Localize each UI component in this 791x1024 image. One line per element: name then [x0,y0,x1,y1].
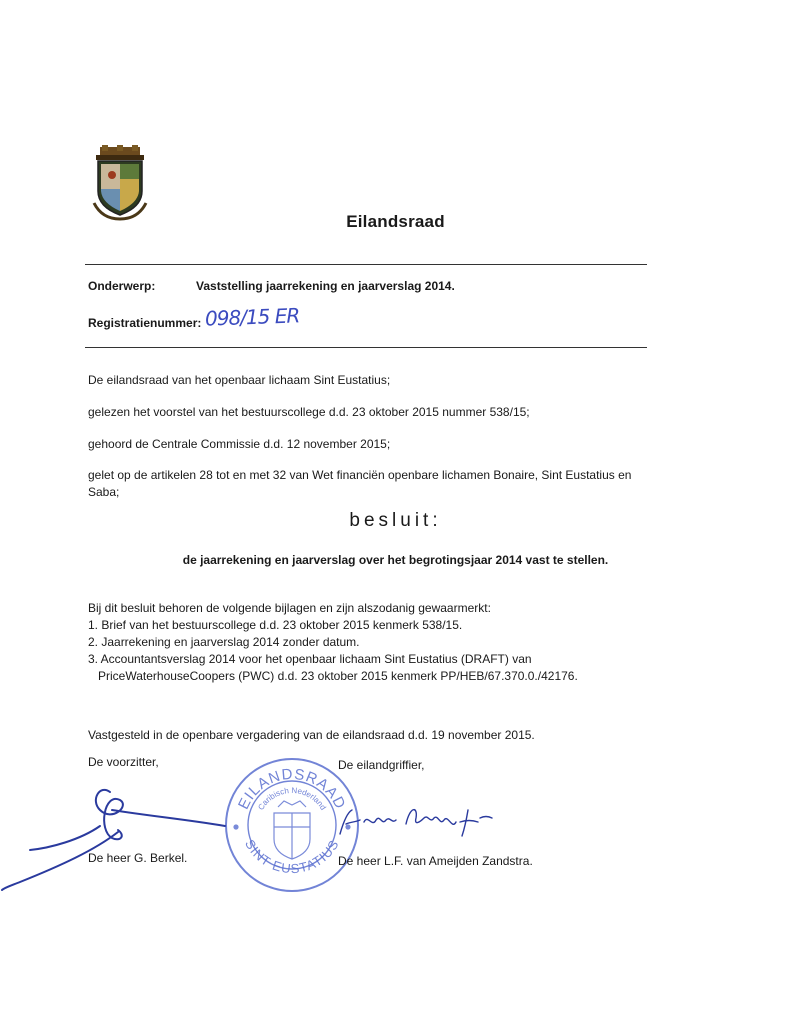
divider [85,347,647,348]
annex-item: 1. Brief van het bestuurscollege d.d. 23 oktober 2015 kenmerk 538/15. [88,618,463,632]
decision-heading: besluit: [349,510,442,531]
registration-label: Registratienummer: [88,316,202,330]
subject-value: Vaststelling jaarrekening en jaarverslag 2014. [196,279,455,293]
subject-label: Onderwerp: [88,279,156,293]
chair-signature-icon [0,770,240,900]
chair-label: De voorzitter, [88,755,159,769]
document-title: Eilandsraad [346,212,445,231]
annex-item-continued: PriceWaterhouseCoopers (PWC) d.d. 23 oktober 2015 kenmerk PP/HEB/67.370.0./42176. [98,669,578,683]
paragraph-considering: gelet op de artikelen 28 tot en met 32 van Wet financiën openbare lichamen Bonaire, Sint Eustatius en Saba; [88,468,632,499]
clerk-name: De heer L.F. van Ameijden Zandstra. [338,854,533,868]
paragraph-read: gelezen het voorstel van het bestuurscollege d.d. 23 oktober 2015 nummer 538/15; [88,405,530,419]
divider [85,264,647,265]
chair-name: De heer G. Berkel. [88,851,188,865]
stamp-top-text: EILANDSRAAD [234,765,349,813]
annex-item: 3. Accountantsverslag 2014 voor het openbaar lichaam Sint Eustatius (DRAFT) van [88,652,532,666]
annex-intro: Bij dit besluit behoren de volgende bijlagen en zijn alszodanig gewaarmerkt: [88,601,491,615]
registration-value: 098/15 ER [204,303,300,331]
adoption-statement: Vastgesteld in de openbare vergadering van de eilandsraad d.d. 19 november 2015. [88,728,535,742]
decision-text: de jaarrekening en jaarverslag over het begrotingsjaar 2014 vast te stellen. [182,553,609,567]
paragraph-intro: De eilandsraad van het openbaar lichaam Sint Eustatius; [88,373,391,387]
clerk-label: De eilandgriffier, [338,758,425,772]
clerk-signature-icon [330,800,500,840]
paragraph-heard: gehoord de Centrale Commissie d.d. 12 november 2015; [88,437,391,451]
stamp-bottom-text: SINT EUSTATIUS [242,836,342,877]
annex-item: 2. Jaarrekening en jaarverslag 2014 zonder datum. [88,635,360,649]
coat-of-arms-icon [92,145,148,221]
stamp-middle-text: Caribisch Nederland [256,785,328,812]
